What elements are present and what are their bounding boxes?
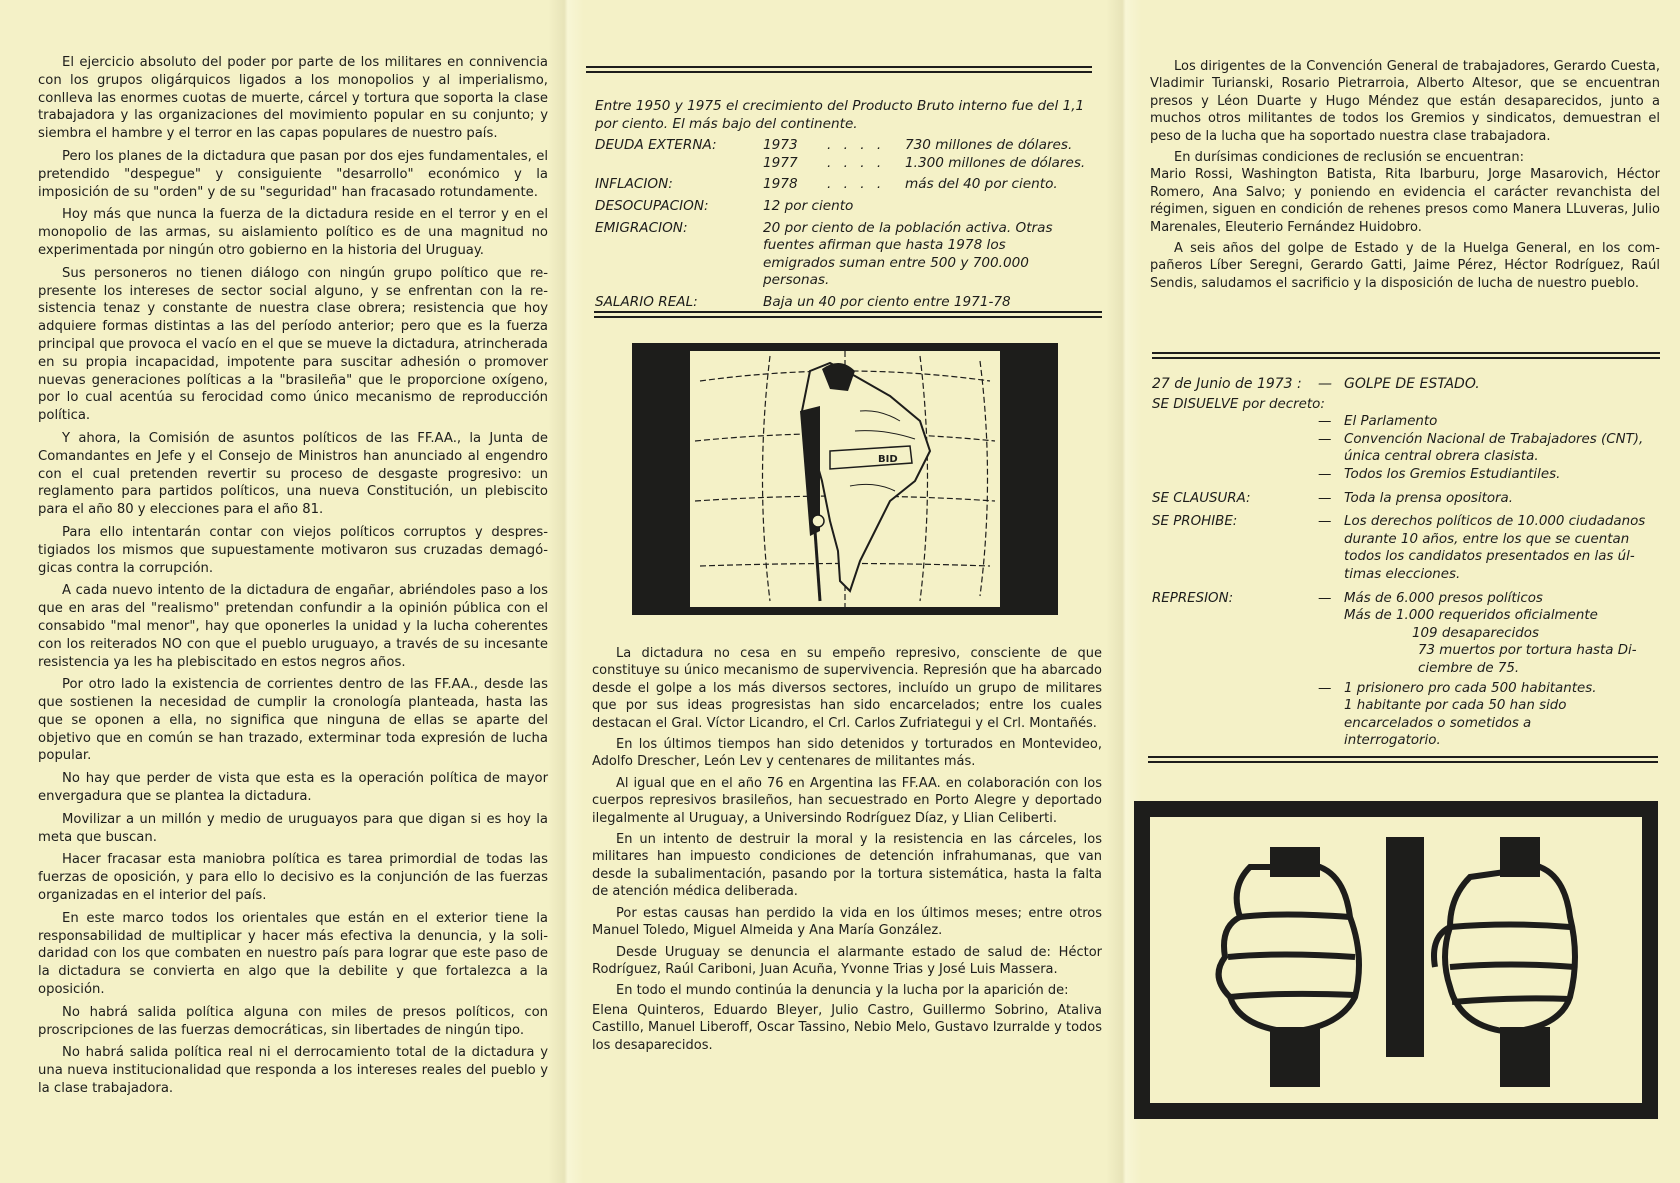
stat-dots: . . . . <box>827 137 886 154</box>
stat-value: 20 por ciento de la población activa. Otras fuentes afirman que hasta 1978 los emigrados suman entre 500 y 700.000 personas. <box>763 219 1053 289</box>
represion-line: Más de 6.000 presos políticos <box>1344 590 1543 606</box>
paragraph: Por estas causas han perdido la vida en los últimos meses; entre otros Manuel Toledo, Miguel Almeida y Ana María González. <box>592 905 1102 939</box>
paragraph: A seis años del golpe de Estado y de la Huelga General, en los compañeros Líber Seregni, Gerardo Gatti, Jaime Pérez, Héctor Rodríguez, Raúl Sendis, saludamos el sacrificio y la disposición de lucha de nuestro pueblo. <box>1150 241 1660 291</box>
chrono-dash: — <box>1318 376 1332 392</box>
paragraph: El ejercicio absoluto del poder por parte de los militares en connivencia con los grupos oligárquicos ligados a los monopolios y al imperialismo, conlleva las enormes cuotas de muerte, cárcel y tortura que soporta la clase trabajadora y las organizaciones del movimiento popular en su conjunto; y siembra el hambre y el terror en las capas populares de nuestro país. <box>38 55 548 142</box>
chrono-coup <box>1152 376 1662 394</box>
paragraph: Al igual que en el año 76 en Argentina las FF.AA. en colaboración con los cuerpos represivos brasileños, han secuestrado en Porto Alegre y deportado ilegalmente al Uruguay, a Universindo Rodríguez Díaz, y Llian Celiberti. <box>592 775 1102 826</box>
stat-amount: 1.300 millones de dólares. <box>905 154 1086 171</box>
column-middle <box>592 0 1102 1183</box>
chrono-dash: — <box>1318 590 1332 606</box>
paragraph: No hay que perder de vista que esta es la operación política de mayor envergadura que se plantea la dictadura. <box>38 771 548 805</box>
chrono-label: REPRESION: <box>1152 590 1234 606</box>
paragraph: Y ahora, la Comisión de asuntos políticos de las FF.AA., la Junta de Comandantes en Jefe y el Consejo de Ministros han anunciado al engendro con el cual pretenden revertir su proceso de desgaste progresivo: un reglamento para partidos políticos, una nueva Constitución, un plebiscito para el año 80 y elecciones para el año 81. <box>38 430 548 518</box>
chronology-top-rule <box>1152 352 1660 359</box>
paragraph: Hacer fracasar esta maniobra política es tarea primordial de todas las fuerzas de oposición, y para ello lo decisivo es la conjunción de las fuerzas organizadas en el interior del país. <box>38 852 548 904</box>
stat-year: 1978 <box>763 176 798 193</box>
chrono-label: SE PROHIBE: <box>1152 514 1238 530</box>
stat-amount: 730 millones de dólares. <box>905 137 1073 154</box>
chrono-represion <box>1152 590 1662 678</box>
paragraph: Hoy más que nunca la fuerza de la dictadura reside en el terror y en el monopolio de las armas, su aislamiento político es de una magnitud no experimentada por ningún otro gobierno en la historia del Uruguay. <box>38 207 548 258</box>
paragraph: Por otro lado la existencia de corrientes dentro de las FF.AA., desde las que sostienen la necesidad de cumplir la cronología planteada, hasta las que se oponen a ella, no significa que ninguna de ellas se aparte del objetivo que en común se han trazado, exterminar toda expresión de lucha popular. <box>38 677 548 764</box>
chronology-block <box>1152 376 1662 750</box>
stat-value: Baja un 40 por ciento entre 1971-78 <box>763 293 1011 310</box>
chrono-item-text: Convención Nacional de Trabajadores (CNT), única central obrera clasista. <box>1344 431 1644 465</box>
chrono-event: GOLPE DE ESTADO. <box>1344 376 1480 392</box>
column-left <box>38 54 548 1183</box>
stat-label: DEUDA EXTERNA: <box>595 137 717 154</box>
chrono-value: Toda la prensa opositora. <box>1344 490 1514 506</box>
paragraph: Sus personeros no tienen diálogo con ningún grupo político que represente los intereses de sector social alguno, y se enfrentan con la resistencia tenaz y constante de nuestra clase obrera; resistencia que hoy adquiere formas distintas a las del período anterior; pero que es la fuerza principal que provoca el vacío en el que se mueve la dictadura, atrincherada en su propia incapacidad, impotente para suscitar adhesión o promover nuevas generaciones políticas a la "brasileña" que le proporcione oxígeno, por lo cual acentúa su ferocidad como único mecanismo de reproducción política. <box>38 265 548 424</box>
belt-text: BID <box>878 454 898 465</box>
chrono-item-text: El Parlamento <box>1344 414 1438 430</box>
stat-dots: . . . . <box>827 176 886 193</box>
chrono-value: Los derechos políticos de 10.000 ciudadanos durante 10 años, entre los que se cuentan todos los candidatos presentados en las últimas elecciones. <box>1344 514 1646 582</box>
chrono-dash: — <box>1318 431 1332 447</box>
stat-label: DESOCUPACION: <box>595 197 709 214</box>
chrono-label: SE CLAUSURA: <box>1152 490 1251 506</box>
paragraph: Desde Uruguay se denuncia el alarmante estado de salud de: Héctor Rodríguez, Raúl Cariboni, Juan Acuña, Yvonne Trias y José Luis Massera. <box>592 944 1102 977</box>
chrono-clausura <box>1152 490 1662 508</box>
column-left-text <box>38 54 548 1098</box>
paragraph: En todo el mundo continúa la denuncia y la lucha por la aparición de: <box>616 983 1069 999</box>
chrono-dash: — <box>1318 680 1332 696</box>
fists-illustration <box>1134 801 1658 1119</box>
stat-amount: más del 40 por ciento. <box>905 176 1058 193</box>
stat-year: 1977 <box>763 154 798 171</box>
chrono-item <box>1318 431 1662 466</box>
names-list: Elena Quinteros, Eduardo Bleyer, Julio Castro, Guillermo Sobrino, Ataliva Castillo, Manuel Liberoff, Oscar Tassino, Nebio Melo, Gustavo Izurralde y todos los desaparecidos. <box>592 1002 1102 1053</box>
stats-intro: Entre 1950 y 1975 el crecimiento del Producto Bruto interno fue del 1,1 por ciento. El más bajo del continente. <box>595 98 1085 132</box>
paragraph: Para ello intentarán contar con viejos políticos corruptos y desprestigiados los mismos que supuestamente motivaron sus cruzadas demagógicas contra la corrupción. <box>38 524 548 576</box>
chrono-disuelve-label: SE DISUELVE por decreto: <box>1152 396 1325 412</box>
ratio-line: 1 habitante por cada 50 han sido encarcelados o sometidos a interrogatorio. <box>1344 698 1567 749</box>
paragraph: Los dirigentes de la Convención General de trabajadores, Gerardo Cuesta, Vladimir Turianski, Rosario Pietrarroia, Alberto Altesor, que se encuentran presos y Léon Duarte y Hugo Méndez que están desaparecidos, junto a muchos otros militantes de todos los Gremios y sindicatos, demuestran el peso de la lucha que ha soportado nuestra clase trabajadora. <box>1150 59 1660 144</box>
paragraph: No habrá salida política real ni el derrocamiento total de la dictadura y una nueva institucionalidad que responda a los intereses reales del pueblo y la clase trabajadora. <box>38 1045 548 1097</box>
chrono-item <box>1318 697 1662 750</box>
stat-label: INFLACION: <box>595 176 673 193</box>
chrono-ratios <box>1318 680 1662 750</box>
paragraph: A cada nuevo intento de la dictadura de engañar, abriéndoles paso a los que en aras del "realismo" pretendan confundir a la opinión pública con el consabido "mal menor", hay que oponerles la unidad y la lucha coherentes con los reiterados NO con que el pueblo uruguayo, a través de su incesante resistencia ya les ha plebiscitado en estos negros años. <box>38 583 548 670</box>
paragraph: En un intento de destruir la moral y la resistencia en las cárceles, los militares han impuesto condiciones de detención infrahumanas, que van desde la subalimentación, pasando por la tortura sistemática, hasta la falta de atención médica deliberada. <box>592 832 1102 900</box>
represion-line: 73 muertos por tortura hasta Diciembre de 75. <box>1418 643 1637 676</box>
column-right-text <box>1150 58 1660 296</box>
paragraph: En los últimos tiempos han sido detenidos y torturados en Montevideo, Adolfo Drescher, León Lev y centenares de militantes más. <box>592 737 1102 770</box>
prisoners-list: Mario Rossi, Washington Batista, Rita Ibarburu, Jorge Masarovich, Héctor Romero, Ana Salvo; y poniendo en evidencia el carácter revanchista del régimen, siguen en condición de rehenes presos como Manera LLuveras, Julio Marenales, Eleuterio Fernández Huidobro. <box>1150 167 1660 235</box>
stat-label: SALARIO REAL: <box>595 293 698 310</box>
chrono-dash: — <box>1318 414 1332 430</box>
paragraph: La dictadura no cesa en su empeño represivo, consciente de que constituye su único mecanismo de supervivencia. Represión que ha abarcado desde el golpe a los más diversos sectores, incluído un grupo de militares que por sus ideas progresistas han sido encarcelados; entre los cuales destacan el Gral. Víctor Licandro, el Crl. Carlos Zufriategui y el Crl. Montañés. <box>592 646 1102 731</box>
stat-label: EMIGRACION: <box>595 219 688 236</box>
fold-crease-left <box>548 0 584 1183</box>
paragraph: En durísimas condiciones de reclusión se encuentran: <box>1174 150 1524 166</box>
chrono-item <box>1318 680 1662 698</box>
chrono-date: 27 de Junio de 1973 : <box>1152 376 1302 392</box>
stat-year: 1973 <box>763 137 798 154</box>
column-middle-text <box>592 645 1102 1058</box>
represion-line: Más de 1.000 requeridos oficialmente <box>1344 608 1598 624</box>
chrono-item <box>1318 413 1662 431</box>
fists-drawing <box>1150 817 1642 1103</box>
chrono-item-text: Todos los Gremios Estudiantiles. <box>1344 466 1561 482</box>
stat-value: 12 por ciento <box>763 197 854 214</box>
chrono-dash: — <box>1318 466 1332 482</box>
chrono-dash: — <box>1318 490 1332 506</box>
paragraph: Pero los planes de la dictadura que pasan por dos ejes fundamentales, el pretendido "despegue" y consiguiente "desarrollo" económico y la imposición de su "orden" y de su "seguridad" han fracasado rotundamente. <box>38 148 548 200</box>
chrono-item <box>1318 466 1662 484</box>
paragraph: Movilizar a un millón y medio de uruguayos para que digan si es hoy la meta que buscan. <box>38 811 548 845</box>
paragraph: En este marco todos los orientales que están en el exterior tiene la responsabilidad de multiplicar y hacer más efectiva la denuncia, y la solidaridad con los que combaten en nuestro país para lograr que este paso de la dictadura se convierta en algo que la debilite y que fortalezca a la oposición. <box>38 910 548 998</box>
ratio-line: 1 prisionero pro cada 500 habitantes. <box>1344 680 1597 696</box>
chrono-prohibe <box>1152 513 1662 583</box>
fists-top-rule <box>1148 756 1658 763</box>
represion-line: 109 desaparecidos <box>1412 625 1539 641</box>
stat-dots: . . . . <box>827 154 886 171</box>
paragraph: No habrá salida política alguna con miles de presos políticos, con proscripciones de las fuerzas democráticas, sin libertades de ningún tipo. <box>38 1004 548 1038</box>
chrono-disuelve-list <box>1318 413 1662 483</box>
chrono-dash: — <box>1318 514 1332 530</box>
